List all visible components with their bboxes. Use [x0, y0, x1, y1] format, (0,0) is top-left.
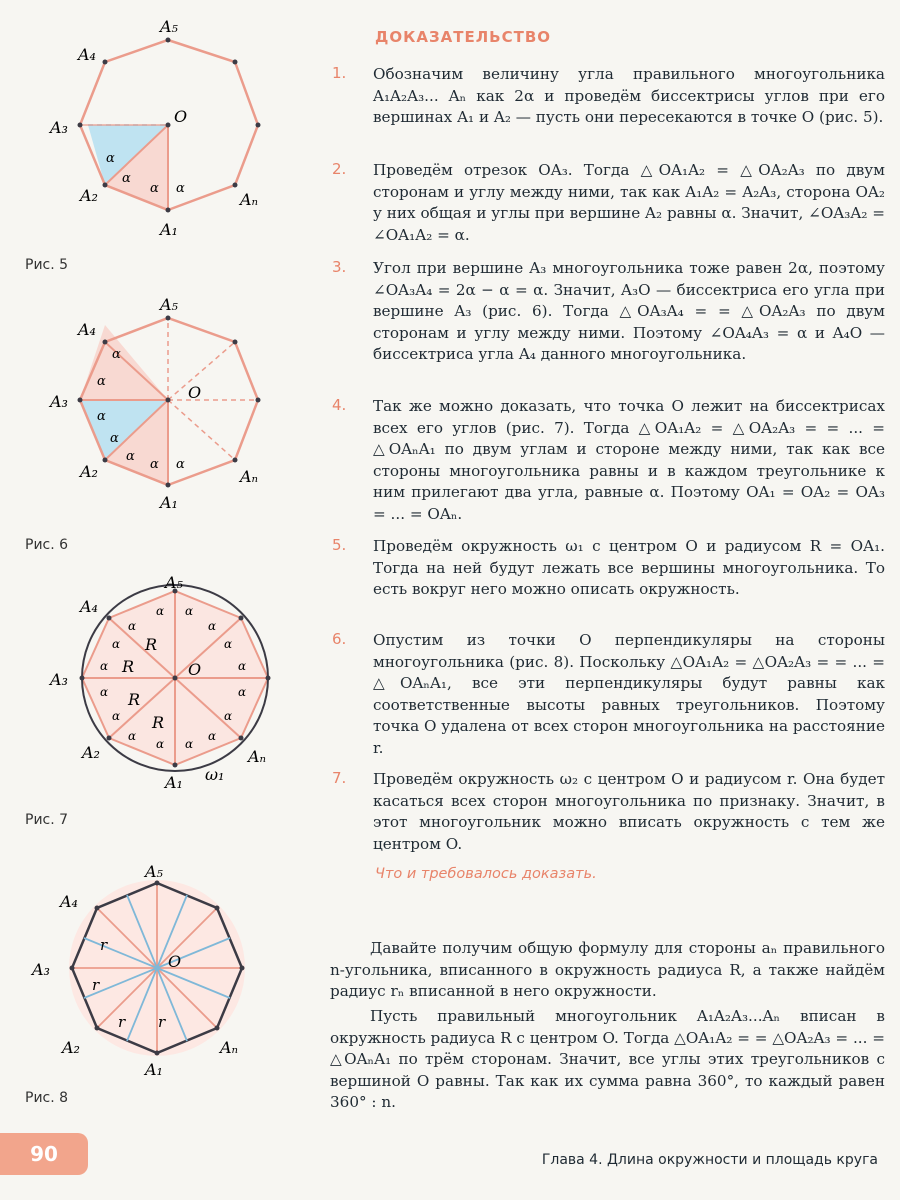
qed-text: Что и требовалось доказать.	[375, 866, 597, 882]
paragraph: Пусть правильный многоугольник A₁A₂A₃...Aₙ вписан в окружность радиуса R с центром O. Тогда △OA₁A₂ = = △OA₂A₃ = ... = △OAₙA₁ по трём сторонам. Значит, все углы этих треугольников с вершиной O равны. Так как их сумма равна 360°, то каждый равен 360° : n.	[330, 1007, 886, 1111]
label-a2: A₂	[82, 743, 100, 762]
label-an: Aₙ	[240, 190, 259, 209]
label-a4: A₄	[60, 892, 78, 911]
label-r: r	[158, 1013, 166, 1031]
step-text: Угол при вершине A₃ многоугольника тоже равен 2α, поэтому ∠OA₃A₄ = 2α − α = α. Значит, A₃O — биссектриса его угла при вершине A₃ (рис. 6). Тогда △OA₃A₄ = = △OA₂A₃ по двум сторонам и углу между ними. Поэтому ∠OA₄A₃ = α и A₄O — биссектриса угла A₄ данного многоугольника.	[373, 259, 885, 363]
alpha-label: α	[238, 685, 247, 699]
label-r: r	[92, 976, 100, 994]
label-a3: A₃	[50, 670, 68, 689]
alpha-label: α	[185, 737, 194, 751]
label-a1: A₁	[160, 220, 178, 239]
figure-5-drawing	[0, 0, 350, 280]
label-radius: R	[122, 657, 135, 676]
alpha-label: α	[176, 457, 185, 472]
alpha-label: α	[100, 685, 109, 699]
figure-5-caption: Рис. 5	[25, 257, 69, 273]
label-o: O	[168, 952, 182, 971]
figures-column	[0, 0, 350, 1200]
alpha-label: α	[97, 374, 106, 389]
label-o: O	[188, 383, 202, 402]
alpha-label: α	[156, 604, 165, 618]
alpha-label: α	[110, 431, 119, 446]
step-number: 7.	[332, 769, 347, 787]
step-text: Так же можно доказать, что точка O лежит на биссектрисах всех его углов (рис. 7). Тогда △OA₁A₂ = △OA₂A₃ = = ... = △OAₙA₁ по двум углам и стороне между ними, так как все стороны многоугольника равны и в каждом треугольнике к ним прилегают два угла, равные α. Поэтому OA₁ = OA₂ = OA₃ = ... = OAₙ.	[373, 397, 885, 523]
figure-5	[0, 0, 350, 280]
proof-heading: ДОКАЗАТЕЛЬСТВО	[375, 28, 552, 46]
alpha-label: α	[128, 619, 137, 633]
label-a2: A₂	[80, 186, 98, 205]
chapter-footer: Глава 4. Длина окружности и площадь круга	[541, 1152, 878, 1168]
figure-8	[0, 855, 350, 1130]
figure-8-drawing	[0, 855, 350, 1130]
figure-7	[0, 560, 350, 850]
alpha-label: α	[128, 729, 137, 743]
alpha-label: α	[100, 659, 109, 673]
label-a4: A₄	[78, 45, 96, 64]
alpha-label: α	[176, 181, 185, 196]
label-a2: A₂	[62, 1038, 80, 1057]
alpha-label: α	[156, 737, 165, 751]
alpha-label: α	[122, 171, 131, 186]
page-number: 90	[0, 1133, 88, 1175]
label-r: r	[118, 1013, 126, 1031]
label-a1: A₁	[160, 493, 178, 512]
label-r: r	[100, 936, 108, 954]
label-o: O	[188, 660, 202, 679]
step-number: 2.	[332, 160, 347, 178]
step-text: Проведём окружность ω₁ с центром O и радиусом R = OA₁. Тогда на ней будут лежать все вершины многоугольника. То есть вокруг него можно описать окружность.	[373, 537, 885, 598]
alpha-label: α	[208, 619, 217, 633]
label-o: O	[174, 107, 188, 126]
label-a1: A₁	[165, 773, 183, 792]
figure-6	[0, 280, 350, 560]
label-a3: A₃	[50, 118, 68, 137]
step-number: 5.	[332, 536, 347, 554]
step-number: 4.	[332, 396, 347, 414]
figure-6-drawing	[0, 280, 350, 560]
figure-7-drawing	[0, 560, 350, 850]
label-a4: A₄	[80, 597, 98, 616]
label-a5: A₅	[145, 862, 163, 881]
figure-8-caption: Рис. 8	[25, 1090, 69, 1106]
label-a4: A₄	[78, 320, 96, 339]
alpha-label: α	[150, 457, 159, 472]
label-a1: A₁	[145, 1060, 163, 1079]
paragraph: Давайте получим общую формулу для стороны aₙ правильного n-угольника, вписанного в окружность радиуса R, а также найдём радиус rₙ вписанной в него окружности.	[330, 939, 885, 1000]
step-number: 6.	[332, 630, 347, 648]
label-a5: A₅	[165, 573, 183, 592]
alpha-label: α	[185, 604, 194, 618]
alpha-label: α	[97, 409, 106, 424]
alpha-label: α	[208, 729, 217, 743]
alpha-label: α	[224, 637, 233, 651]
label-radius: R	[152, 713, 165, 732]
label-a5: A₅	[160, 17, 178, 36]
label-an: Aₙ	[240, 467, 259, 486]
label-a2: A₂	[80, 462, 98, 481]
alpha-label: α	[112, 709, 121, 723]
label-a3: A₃	[32, 960, 50, 979]
alpha-label: α	[112, 637, 121, 651]
label-radius: R	[128, 690, 141, 709]
step-text: Опустим из точки O перпендикуляры на стороны многоугольника (рис. 8). Поскольку △OA₁A₂ = △OA₂A₃ = = ... = △OAₙA₁, все эти перпендикуляры будут равны как соответственные высоты равных треугольников. Поэтому точка O удалена от всех сторон многоугольника на расстояние r.	[373, 631, 885, 757]
label-radius: R	[145, 635, 158, 654]
step-number: 3.	[332, 258, 347, 276]
alpha-label: α	[224, 709, 233, 723]
alpha-label: α	[238, 659, 247, 673]
alpha-label: α	[126, 449, 135, 464]
label-an: Aₙ	[248, 747, 267, 766]
alpha-label: α	[150, 181, 159, 196]
label-an: Aₙ	[220, 1038, 239, 1057]
step-number: 1.	[332, 64, 347, 82]
alpha-label: α	[112, 347, 121, 362]
label-a5: A₅	[160, 295, 178, 314]
alpha-label: α	[106, 151, 115, 166]
figure-6-caption: Рис. 6	[25, 537, 69, 553]
step-text: Проведём отрезок OA₃. Тогда △OA₁A₂ = △OA₂A₃ по двум сторонам и углу между ними, так как A₁A₂ = A₂A₃, сторона OA₂ у них общая и углы при вершине A₂ равны α. Значит, ∠OA₃A₂ = ∠OA₁A₂ = α.	[373, 161, 885, 244]
step-text: Проведём окружность ω₂ с центром O и радиусом r. Она будет касаться всех сторон многоугольника по признаку. Значит, в этот многоугольник можно вписать окружность с тем же центром O.	[373, 770, 885, 853]
figure-7-caption: Рис. 7	[25, 812, 69, 828]
label-a3: A₃	[50, 392, 68, 411]
step-text: Обозначим величину угла правильного многоугольника A₁A₂A₃... Aₙ как 2α и проведём биссектрисы углов при его вершинах A₁ и A₂ — пусть они пересекаются в точке O (рис. 5).	[373, 65, 885, 126]
label-omega1: ω₁	[205, 765, 225, 784]
